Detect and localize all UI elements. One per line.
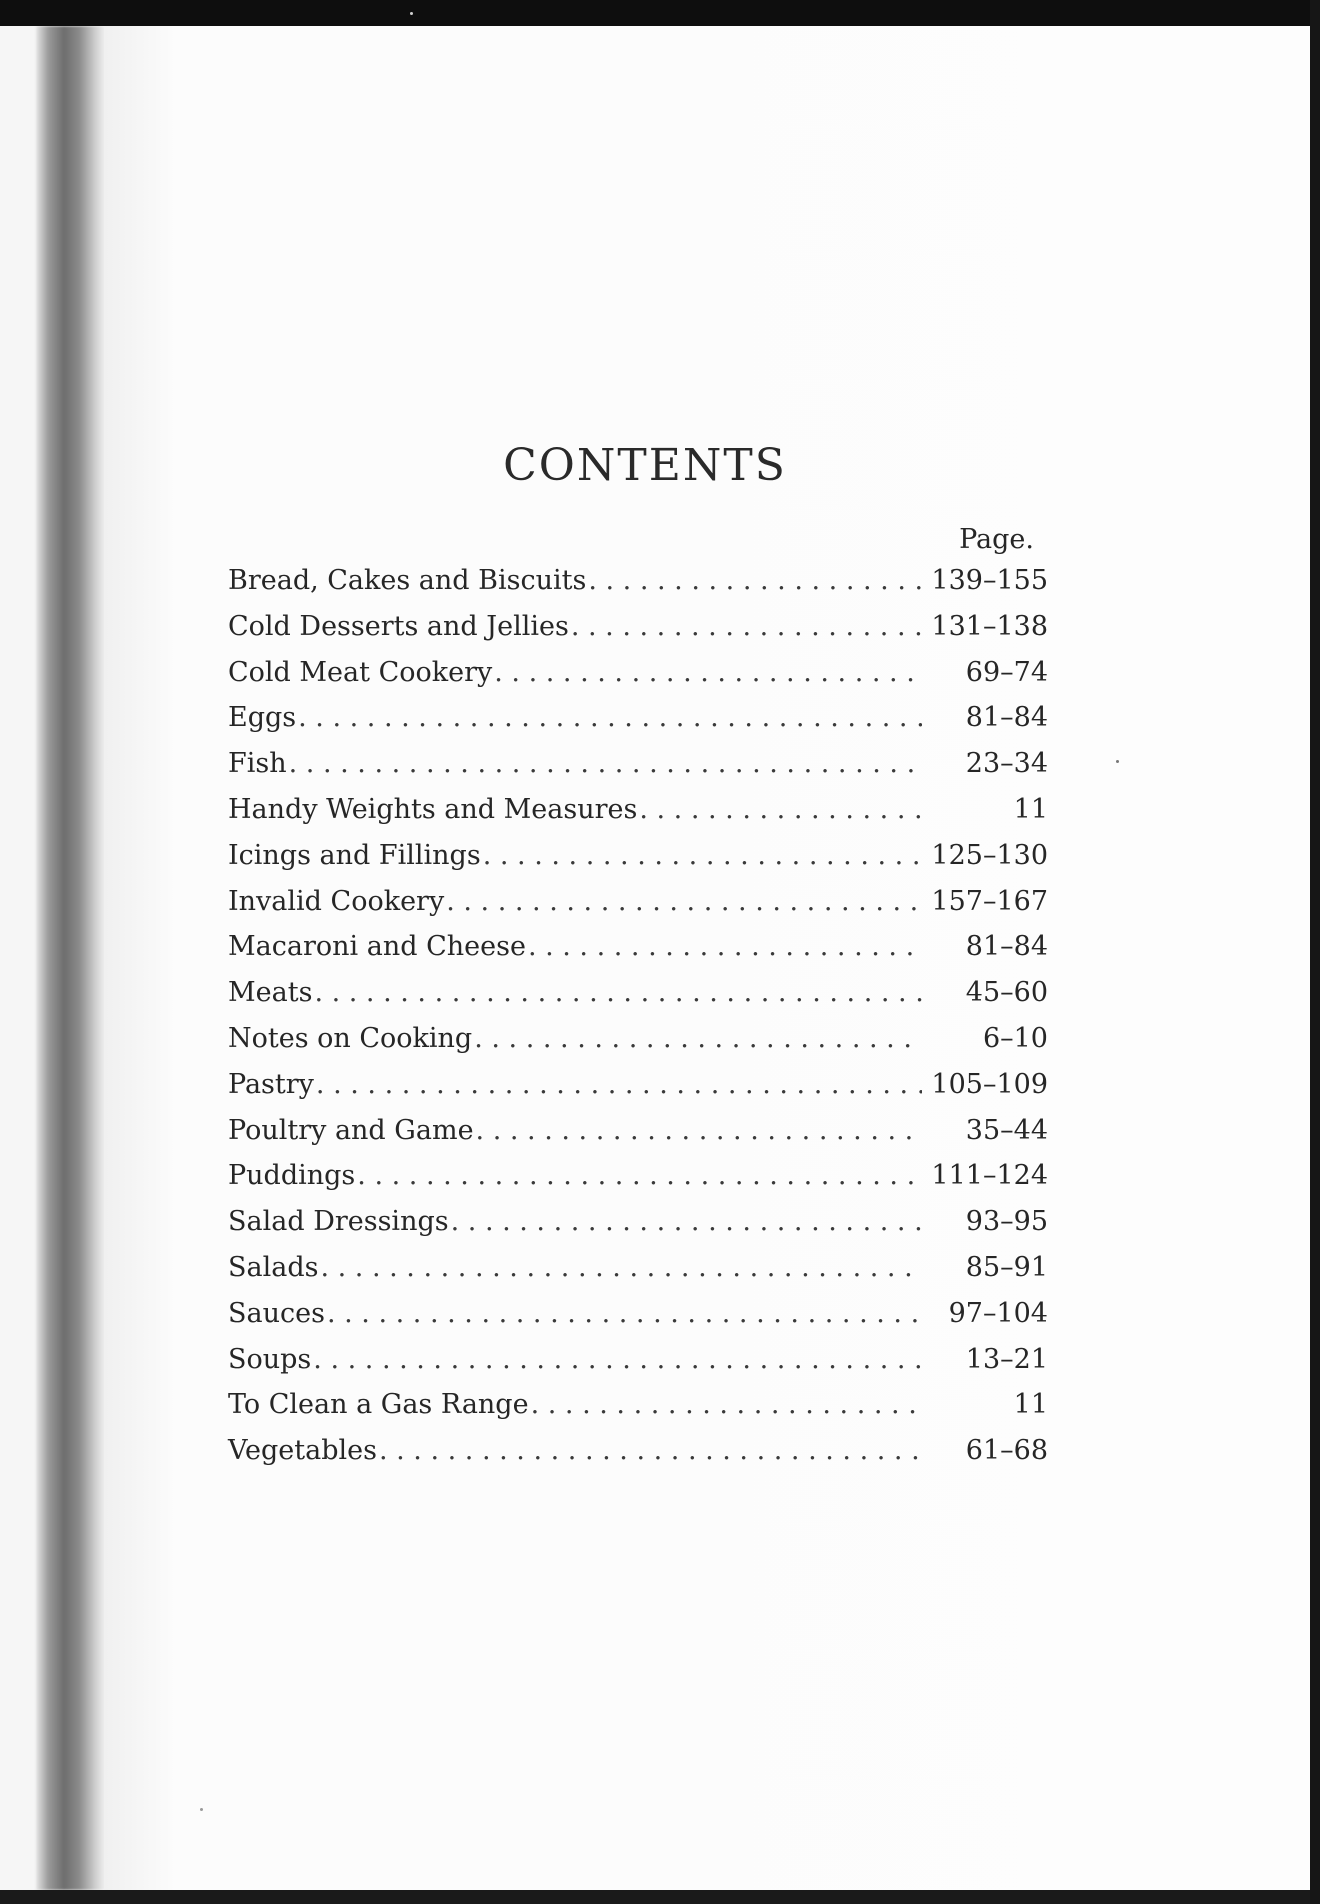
dot-leader xyxy=(320,1245,922,1291)
dot-leader xyxy=(298,695,922,741)
dot-leader xyxy=(446,879,922,925)
toc-entry xyxy=(228,1199,1048,1245)
top-scan-border xyxy=(0,0,1320,26)
dot-leader xyxy=(494,650,922,696)
toc-entry-label: Macaroni and Cheese xyxy=(228,931,526,963)
dot-leader xyxy=(314,970,922,1016)
toc-entry xyxy=(228,741,1048,787)
toc-entry xyxy=(228,604,1048,650)
toc-entry xyxy=(228,1428,1048,1474)
toc-entry xyxy=(228,924,1048,970)
toc-entry xyxy=(228,1108,1048,1154)
toc-entry-pages: 81–84 xyxy=(965,931,1048,963)
toc-entry-pages: 93–95 xyxy=(965,1206,1048,1238)
toc-entry xyxy=(228,1062,1048,1108)
dust-speck xyxy=(1116,760,1119,763)
toc-entry-label: Meats xyxy=(228,977,313,1009)
toc-entry-label: Handy Weights and Measures xyxy=(228,793,638,825)
dot-leader xyxy=(639,787,922,833)
toc-entry-pages: 6–10 xyxy=(982,1022,1048,1054)
toc-entry-label: Notes on Cooking xyxy=(228,1022,473,1054)
toc-entry-pages: 157–167 xyxy=(931,885,1048,917)
toc-entry-pages: 23–34 xyxy=(965,748,1048,780)
toc-entry xyxy=(228,1337,1048,1383)
toc-entry-label: Bread, Cakes and Biscuits xyxy=(228,565,587,596)
dot-leader xyxy=(476,1108,922,1154)
toc-entry-pages: 35–44 xyxy=(965,1114,1048,1146)
toc-entry-pages: 111–124 xyxy=(931,1160,1048,1192)
toc-entry-label: Soups xyxy=(228,1343,312,1375)
dot-leader xyxy=(357,1153,922,1199)
toc-entry-label: Cold Meat Cookery xyxy=(228,656,493,688)
toc-entry-label: Eggs xyxy=(228,702,297,734)
toc-entry xyxy=(228,1153,1048,1199)
dot-leader xyxy=(289,741,922,787)
dot-leader xyxy=(327,1291,922,1337)
toc-entry-label: Poultry and Game xyxy=(228,1114,474,1146)
right-scan-border xyxy=(1310,0,1320,1904)
page-title: CONTENTS xyxy=(503,440,787,491)
toc-entry-label: Salad Dressings xyxy=(228,1206,449,1238)
toc-entry-pages: 85–91 xyxy=(965,1251,1048,1283)
dot-leader xyxy=(451,1199,922,1245)
toc-entry-label: Invalid Cookery xyxy=(228,885,445,917)
book-gutter-shadow xyxy=(36,26,106,1890)
dot-leader xyxy=(474,1016,922,1062)
toc-entry xyxy=(228,558,1048,604)
toc-entry-pages: 69–74 xyxy=(965,656,1048,688)
toc-entry xyxy=(228,695,1048,741)
toc-entry xyxy=(228,1245,1048,1291)
toc-entry-pages: 125–130 xyxy=(931,839,1048,871)
dust-speck xyxy=(410,12,413,15)
toc-entry-label: Fish xyxy=(228,748,287,780)
bottom-scan-border xyxy=(0,1890,1320,1904)
toc-entry-label: Vegetables xyxy=(228,1435,377,1467)
toc-entry-label: Cold Desserts and Jellies xyxy=(228,610,569,642)
toc-entry xyxy=(228,879,1048,925)
toc-entry xyxy=(228,787,1048,833)
toc-entry-pages: 61–68 xyxy=(965,1435,1048,1467)
toc-entry-label: Puddings xyxy=(228,1160,356,1192)
toc-entry xyxy=(228,970,1048,1016)
toc-entry-pages: 131–138 xyxy=(931,610,1048,642)
toc-entry xyxy=(228,1016,1048,1062)
toc-entry-label: Pastry xyxy=(228,1068,314,1100)
dot-leader xyxy=(316,1062,922,1108)
table-of-contents xyxy=(228,522,1048,1474)
toc-entry xyxy=(228,1382,1048,1428)
dot-leader xyxy=(313,1337,922,1383)
toc-entry-pages: 45–60 xyxy=(965,977,1048,1009)
dot-leader xyxy=(588,558,922,604)
toc-entry-pages: 11 xyxy=(1013,1389,1048,1421)
page-column-header: Page. xyxy=(959,524,1034,555)
toc-entry-label: To Clean a Gas Range xyxy=(228,1389,529,1421)
dust-speck xyxy=(200,1808,203,1811)
toc-entry-pages: 11 xyxy=(1013,793,1048,825)
toc-entry-pages: 13–21 xyxy=(965,1343,1048,1375)
dot-leader xyxy=(483,833,922,879)
toc-entry-label: Icings and Fillings xyxy=(228,839,481,871)
dot-leader xyxy=(528,924,922,970)
dot-leader xyxy=(571,604,922,650)
toc-entry xyxy=(228,833,1048,879)
toc-entry-pages: 97–104 xyxy=(948,1297,1048,1329)
dot-leader xyxy=(531,1382,922,1428)
toc-entry-pages: 81–84 xyxy=(965,702,1048,734)
toc-entry xyxy=(228,650,1048,696)
dot-leader xyxy=(379,1428,922,1474)
toc-entry-list xyxy=(228,558,1048,1474)
toc-entry-pages: 139–155 xyxy=(931,565,1048,596)
toc-entry-pages: 105–109 xyxy=(931,1068,1048,1100)
toc-entry xyxy=(228,1291,1048,1337)
toc-entry-label: Salads xyxy=(228,1251,319,1283)
toc-entry-label: Sauces xyxy=(228,1297,325,1329)
